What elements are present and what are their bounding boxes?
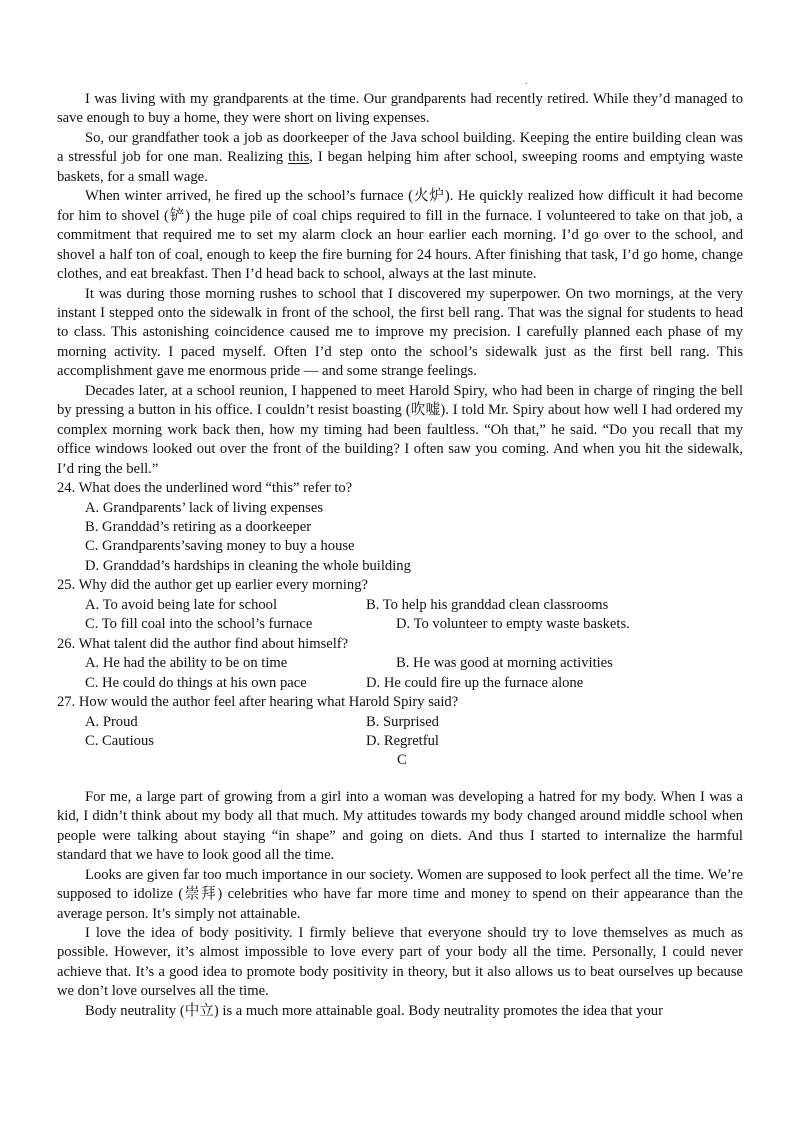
question-stem: 25. Why did the author get up earlier every morning? bbox=[57, 577, 368, 594]
option-a: A. Grandparents’ lack of living expenses bbox=[85, 499, 324, 516]
question-stem: 26. What talent did the author find about himself? bbox=[57, 635, 349, 652]
option-b: B. To help his granddad clean classrooms bbox=[366, 596, 609, 613]
paragraph: I love the idea of body positivity. I firmly believe that everyone should try to love themselves as much as possible. However, it’s almost impossible to love every part of your body all the time. Personally, I could never achieve that. It’s a good idea to promote body positivity in theory, but it also allows us to beat ourselves up because we don’t love ourselves all the time. bbox=[57, 925, 743, 1000]
exam-page bbox=[57, 90, 743, 1021]
option-c: C. Cautious bbox=[85, 732, 154, 749]
option-c: C. Grandparents’saving money to buy a house bbox=[85, 538, 355, 555]
question-stem: 24. What does the underlined word “this” refer to? bbox=[57, 480, 353, 497]
paragraph: When winter arrived, he fired up the school’s furnace (火炉). He quickly realized how difficult it had become for him to shovel (铲) the huge pile of coal chips required to fill in the furnace. I volunteered to take on that job, a commitment that required me to set my alarm clock an hour earlier each morning. I’d go over to the school, and shovel a half ton of coal, enough to keep the fire burning for 24 hours. After finishing that task, I’d go home, change clothes, and eat breakfast. Then I’d head back to school, always at the last minute. bbox=[57, 188, 743, 283]
passage-b bbox=[57, 90, 743, 479]
option-b: B. He was good at morning activities bbox=[396, 655, 613, 672]
paragraph: Looks are given far too much importance in our society. Women are supposed to look perfect all the time. We’re supposed to idolize (崇拜) celebrities who have far more time and money to spend on their appearance than the average person. It’s simply not attainable. bbox=[57, 866, 743, 922]
paragraph: So, our grandfather took a job as doorkeeper of the Java school building. Keeping the entire building clean was a stressful job for one man. Realizing this, I began helping him after school, sweeping rooms and emptying waste baskets, for a small wage. bbox=[57, 129, 743, 185]
option-a: A. To avoid being late for school bbox=[85, 596, 278, 613]
question-24 bbox=[57, 479, 743, 576]
option-d: D. He could fire up the furnace alone bbox=[366, 674, 584, 691]
paragraph: For me, a large part of growing from a girl into a woman was developing a hatred for my body. When I was a kid, I didn’t think about my body all that much. My attitudes towards my body changed around middle school when people were talking about staying “in shape” and going on diets. And thus I started to internalize the harmful standard that we have to look good all the time. bbox=[57, 788, 743, 864]
paragraph: Body neutrality (中立) is a much more attainable goal. Body neutrality promotes the idea that your bbox=[85, 1002, 663, 1019]
option-c: C. He could do things at his own pace bbox=[85, 674, 307, 691]
paragraph: It was during those morning rushes to school that I discovered my superpower. On two mornings, at the very instant I stepped onto the sidewalk in front of the school, the first bell rang. That was the signal for students to head to class. This astonishing coincidence caused me to improve my precision. I carefully planned each phase of my morning activity. I paced myself. Often I’d step onto the school’s sidewalk just as the first bell rang. This accomplishment gave me enormous pride — and some strange feelings. bbox=[57, 285, 743, 380]
option-b: B. Granddad’s retiring as a doorkeeper bbox=[85, 518, 312, 535]
question-27 bbox=[57, 693, 743, 751]
underlined-word: this bbox=[288, 149, 310, 166]
option-a: A. He had the ability to be on time bbox=[85, 655, 288, 672]
stray-dot: . bbox=[525, 76, 528, 87]
option-a: A. Proud bbox=[85, 713, 138, 730]
section-label: C bbox=[397, 752, 407, 769]
option-d: D. Regretful bbox=[366, 732, 439, 749]
questions bbox=[57, 479, 743, 751]
passage-c bbox=[57, 788, 743, 1021]
paragraph: I was living with my grandparents at the time. Our grandparents had recently retired. While they’d managed to save enough to buy a home, they were short on living expenses. bbox=[57, 91, 743, 127]
question-25 bbox=[57, 576, 743, 634]
option-b: B. Surprised bbox=[366, 713, 439, 730]
paragraph: Decades later, at a school reunion, I happened to meet Harold Spiry, who had been in charge of ringing the bell by pressing a button in his office. I couldn’t resist boasting (吹嘘). I told Mr. Spiry about how well I had ordered my complex morning work back then, how my timing had been faultless. “Oh that,” he said. “Do you recall that my office windows looked out over the front of the building? I often saw you coming. And when you hit the sidewalk, I’d ring the bell.” bbox=[57, 382, 743, 477]
question-26 bbox=[57, 635, 743, 693]
option-d: D. To volunteer to empty waste baskets. bbox=[396, 616, 630, 633]
option-c: C. To fill coal into the school’s furnace bbox=[85, 616, 313, 633]
question-stem: 27. How would the author feel after hearing what Harold Spiry said? bbox=[57, 694, 459, 711]
option-d: D. Granddad’s hardships in cleaning the whole building bbox=[85, 557, 411, 574]
